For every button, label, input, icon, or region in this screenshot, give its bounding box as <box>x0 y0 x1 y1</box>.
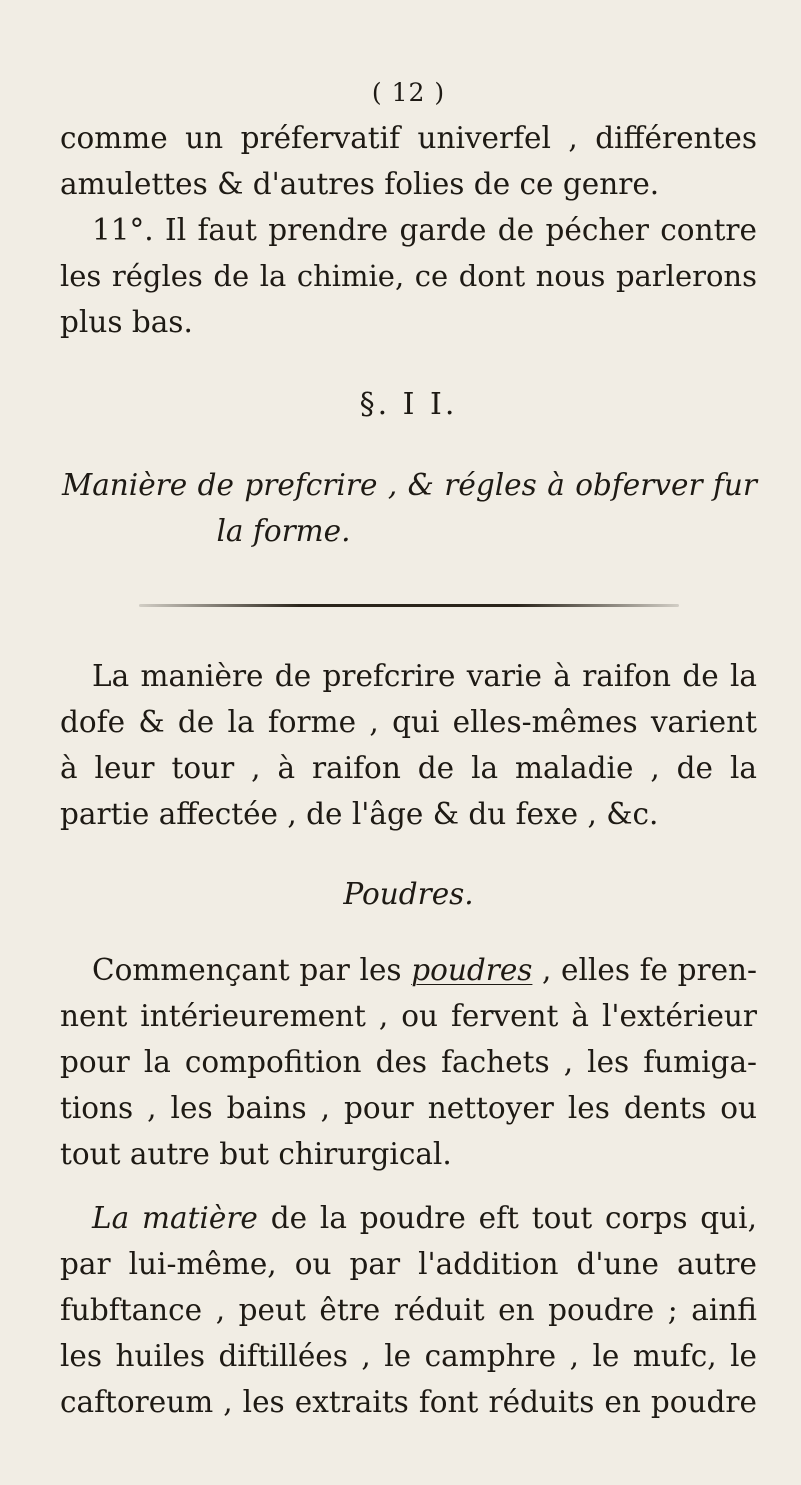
paragraph-continuation <box>60 115 757 207</box>
emphasis-text: La matière <box>92 1201 258 1235</box>
text-line: plus bas. <box>60 305 193 339</box>
text-line: fubftance , peut être réduit en poudre ; ainfi <box>60 1293 757 1327</box>
text-line: 11°. Il faut prendre garde de pécher contre <box>92 213 757 247</box>
paragraph-powders <box>60 947 757 1177</box>
text-line: nent intérieurement , ou fervent à l'extérieur <box>60 999 757 1033</box>
text-line: dofe & de la forme , qui elles-mêmes varient <box>60 705 757 739</box>
page-number: ( 12 ) <box>371 78 446 107</box>
text-line: amulettes & d'autres folies de ce genre. <box>60 167 660 201</box>
text-line <box>60 947 757 993</box>
text-line: partie affectée , de l'âge & du fexe , &c. <box>60 797 659 831</box>
text-line <box>60 1195 757 1241</box>
paragraph-rule-11 <box>60 207 757 345</box>
text-segment: , elles fe pren- <box>532 953 758 987</box>
section-title-line: Manière de prefcrire , & régles à obferver fur <box>62 468 757 502</box>
text-line: tions , les bains , pour nettoyer les dents ou <box>60 1091 757 1125</box>
text-line: les régles de la chimie, ce dont nous parlerons <box>60 259 757 293</box>
text-line: La manière de prefcrire varie à raifon de la <box>92 659 757 693</box>
text-line: comme un préfervatif univerfel , différentes <box>60 121 757 155</box>
section-number: §. I I. <box>359 387 458 422</box>
text-segment: Commençant par les <box>92 953 412 987</box>
text-line: les huiles diftillées , le camphre , le mufc, le <box>60 1339 757 1373</box>
ornamental-rule <box>139 604 679 607</box>
text-segment: de la poudre eft tout corps qui, <box>257 1201 757 1235</box>
text-line: à leur tour , à raifon de la maladie , de la <box>60 751 757 785</box>
paragraph-prescription <box>60 653 757 837</box>
text-line: tout autre but chirurgical. <box>60 1137 452 1171</box>
text-line: par lui-même, ou par l'addition d'une autre <box>60 1247 757 1281</box>
paragraph-matter <box>60 1195 757 1425</box>
text-line: caftoreum , les extraits font réduits en poudre <box>60 1385 757 1419</box>
subheading-powders: Poudres. <box>343 877 474 911</box>
section-title <box>60 462 757 554</box>
section-title-line: la forme. <box>216 514 351 548</box>
emphasis-text: poudres <box>411 953 533 987</box>
text-line: pour la compofition des fachets , les fumiga- <box>60 1045 757 1079</box>
